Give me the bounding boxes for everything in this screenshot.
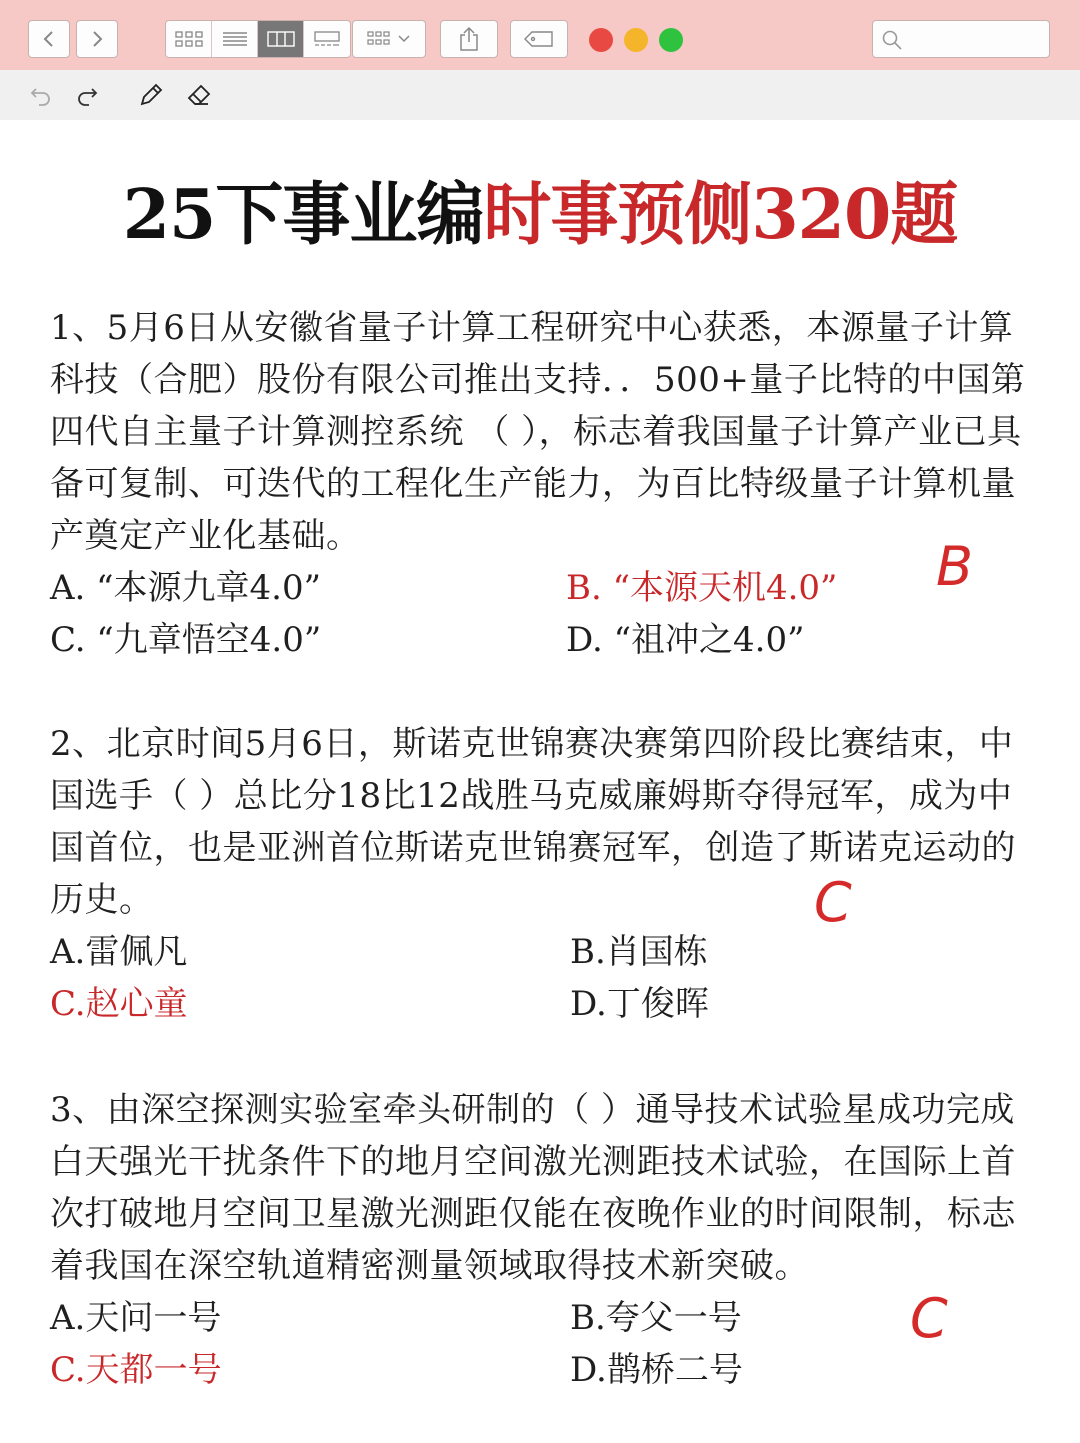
options — [50, 562, 1040, 666]
chevron-down-icon — [397, 34, 411, 44]
question-stem: 1、5月6日从安徽省量子计算工程研究中心获悉，本源量子计算科技（合肥）股份有限公司推出支持．．500+量子比特的中国第四代自主量子计算测控系统 （ ），标志着我国量子计算产业已具备可复制、可迭代的工程化生产能力，为百比特级量子计算机量产奠定产业化基础。 — [50, 308, 1026, 556]
option-b[interactable]: B.夸父一号 — [570, 1298, 742, 1338]
chevron-left-icon — [41, 29, 57, 49]
option-d[interactable]: D.丁俊晖 — [570, 984, 709, 1024]
column-view-icon — [267, 30, 295, 48]
question-stem: 3、由深空探测实验室牵头研制的（ ）通导技术试验星成功完成白天强光干扰条件下的地月空间激光测距技术试验，在国际上首次打破地月空间卫星激光测距仅能在夜晚作业的时间限制，标志着我国在深空轨道精密测量领域取得技术新突破。 — [50, 1090, 1016, 1286]
gallery-view-button[interactable] — [304, 21, 350, 57]
redo-button[interactable] — [72, 80, 102, 110]
grid-view-button[interactable] — [166, 21, 212, 57]
group-icon — [367, 30, 397, 48]
undo-icon — [29, 83, 53, 107]
option-a[interactable]: A. “本源九章4.0” — [50, 568, 322, 608]
list-view-icon — [222, 30, 248, 48]
view-mode-switcher[interactable] — [165, 20, 351, 58]
search-field[interactable] — [872, 20, 1050, 58]
options — [50, 926, 1040, 1030]
grid-view-icon — [175, 30, 203, 48]
question-3 — [50, 1084, 1040, 1396]
handwritten-answer-mark: B — [936, 535, 974, 598]
edit-toolbar — [0, 70, 1080, 120]
page-title — [0, 170, 1080, 260]
option-d[interactable]: D. “祖冲之4.0” — [566, 620, 805, 660]
option-c[interactable]: C. “九章悟空4.0” — [50, 620, 322, 660]
option-c-correct[interactable]: C.天都一号 — [50, 1350, 222, 1390]
column-view-button[interactable] — [258, 21, 304, 57]
title-red-part: 时事预侧320题 — [483, 175, 958, 255]
tag-button[interactable] — [510, 20, 568, 58]
question-stem: 2、北京时间5月6日，斯诺克世锦赛决赛第四阶段比赛结束，中国选手（ ）总比分18比12战胜马克威廉姆斯夺得冠军，成为中国首位，也是亚洲首位斯诺克世锦赛冠军，创造了斯诺克运动的历史。 — [50, 724, 1016, 920]
close-window-button[interactable] — [589, 28, 613, 52]
share-button[interactable] — [440, 20, 498, 58]
tag-icon — [524, 30, 554, 48]
eraser-icon — [186, 82, 212, 108]
share-icon — [458, 26, 480, 52]
option-b[interactable]: B.肖国栋 — [570, 932, 708, 972]
option-b-correct[interactable]: B. “本源天机4.0” — [566, 568, 838, 608]
title-black-part: 25下事业编 — [122, 175, 484, 255]
option-a[interactable]: A.天问一号 — [50, 1298, 222, 1338]
gallery-view-icon — [313, 30, 341, 48]
options — [50, 1287, 1040, 1396]
handwritten-answer-mark: C — [910, 1287, 948, 1350]
forward-button[interactable] — [76, 20, 118, 58]
question-2 — [50, 718, 1040, 1030]
undo-button[interactable] — [26, 80, 56, 110]
window-toolbar — [0, 0, 1080, 71]
group-button[interactable] — [352, 20, 426, 58]
chevron-right-icon — [89, 29, 105, 49]
zoom-window-button[interactable] — [659, 28, 683, 52]
search-input[interactable] — [907, 27, 1047, 53]
minimize-window-button[interactable] — [624, 28, 648, 52]
pencil-icon — [138, 82, 164, 108]
question-1 — [50, 302, 1040, 666]
option-d[interactable]: D.鹊桥二号 — [570, 1350, 743, 1390]
pencil-button[interactable] — [136, 80, 166, 110]
option-a[interactable]: A.雷佩凡 — [50, 932, 188, 972]
back-button[interactable] — [28, 20, 70, 58]
list-view-button[interactable] — [212, 21, 258, 57]
search-icon — [881, 29, 903, 51]
redo-icon — [75, 83, 99, 107]
handwritten-answer-mark: C — [814, 871, 852, 934]
eraser-button[interactable] — [184, 80, 214, 110]
option-c-correct[interactable]: C.赵心童 — [50, 984, 188, 1024]
